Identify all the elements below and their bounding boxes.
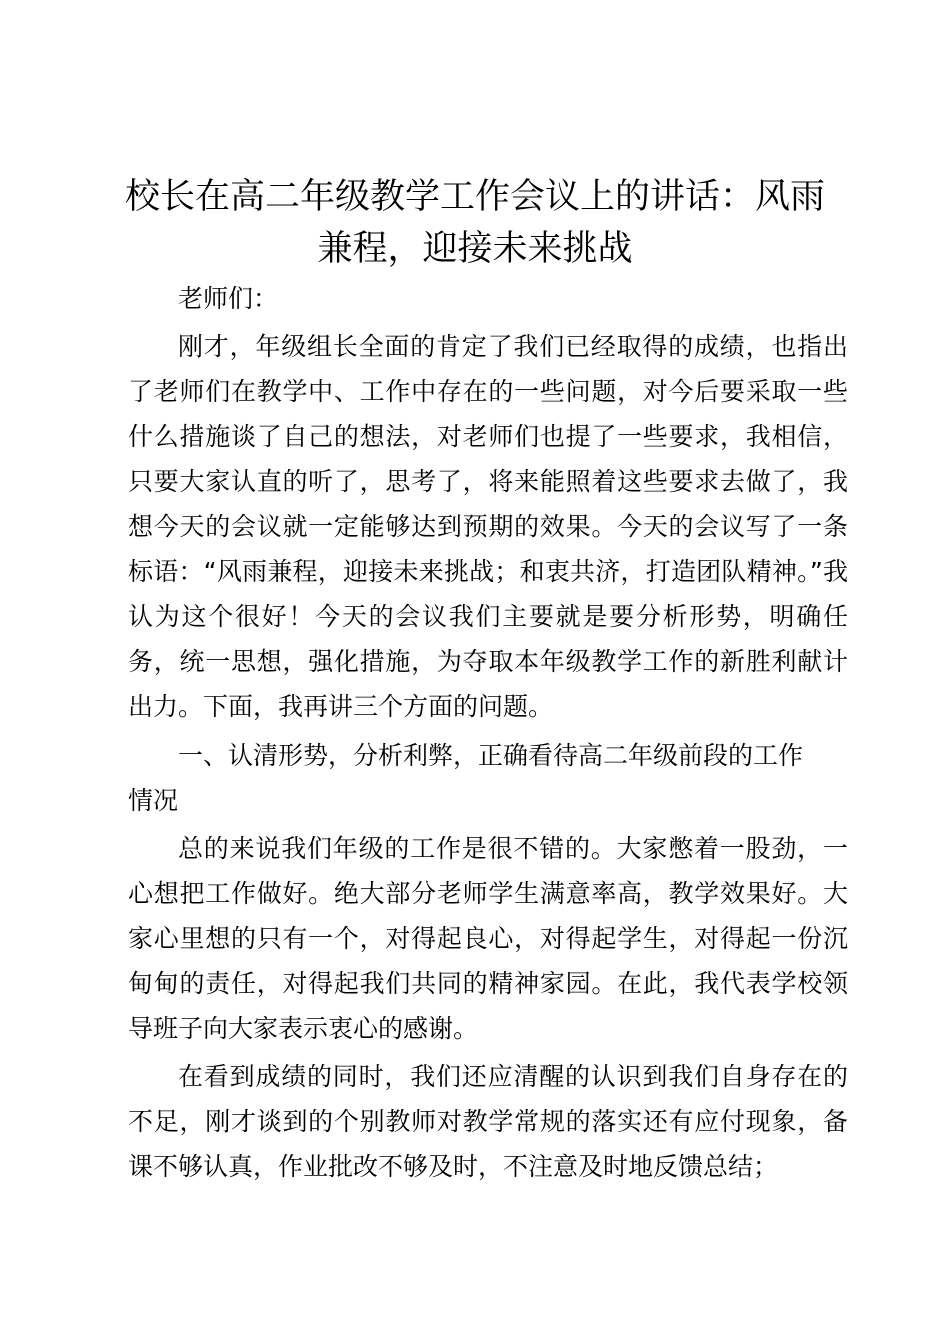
salutation: 老师们： (178, 284, 279, 313)
section-paragraph-1: 总的来说我们年级的工作是很不错的。大家憋着一股劲，一心想把工作做好。绝大部分老师学生满意率高，教学效果好。大家心里想的只有一个，对得起良心，对得起学生，对得起一份沉甸甸的责任，对得起我们共同的精神家园。在此，我代表学校领导班子向大家表示衷心的感谢。 (128, 834, 848, 1043)
section-paragraph-2: 在看到成绩的同时，我们还应清醒的认识到我们自身存在的不足，刚才谈到的个别教师对教学常规的落实还有应付现象，备课不够认真，作业批改不够及时，不注意及时地反馈总结； (128, 1062, 848, 1181)
intro-paragraph: 刚才，年级组长全面的肯定了我们已经取得的成绩，也指出了老师们在教学中、工作中存在的一些问题，对今后要采取一些什么措施谈了自己的想法，对老师们也提了一些要求，我相信，只要大家认直的听了，思考了，将来能照着这些要求去做了，我想今天的会议就一定能够达到预期的效果。今天的会议写了一条标语：“风雨兼程，迎接未来挑战；和衷共济，打造团队精神。”我认为这个很好！今天的会议我们主要就是要分析形势，明确任务，统一思想，强化措施，为夺取本年级教学工作的新胜利献计出力。下面，我再讲三个方面的问题。 (128, 332, 848, 721)
document-title: 校长在高二年级教学工作会议上的讲话：风雨兼程，迎接未来挑战 (124, 177, 825, 269)
section-heading: 一、认清形势，分析利弊，正确看待高二年级前段的工作情况 (128, 741, 804, 815)
document-body (128, 276, 848, 1189)
